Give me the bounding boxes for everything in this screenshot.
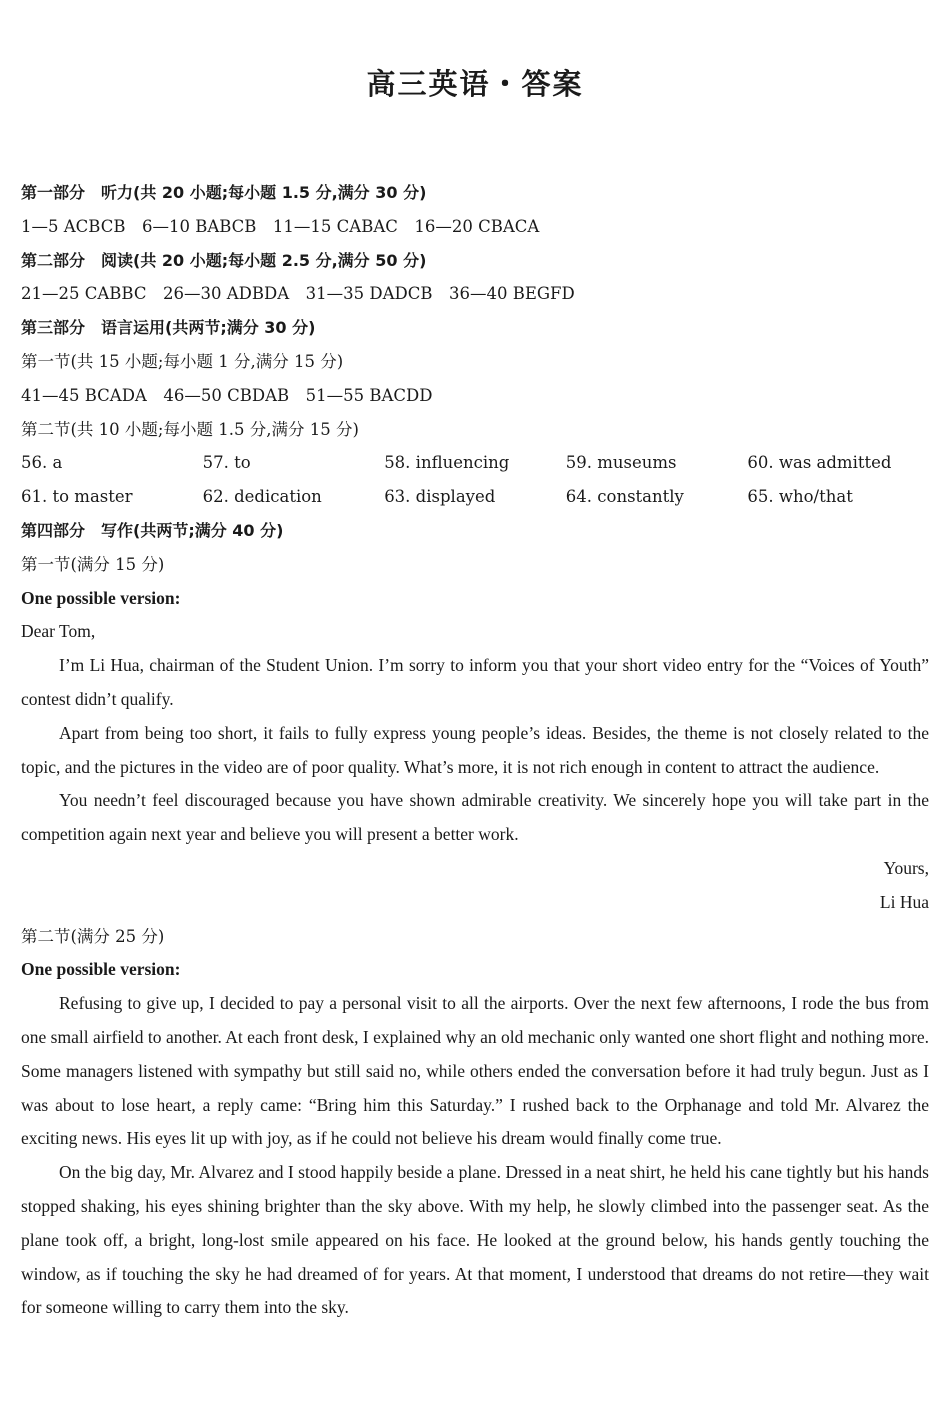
- version-label-2: One possible version:: [21, 959, 181, 980]
- part2-heading: 第二部分 阅读(共 20 小题;每小题 2.5 分,满分 50 分): [21, 250, 427, 270]
- story-paragraph: On the big day, Mr. Alvarez and I stood happily beside a plane. Dressed in a neat shirt, he held his cane tightly but his hands stopped shaking, his eyes shining brighter than the sky above. With my help, he slowly climbed into the passenger seat. As the plane took off, a bright, long-lost smile appeared on his face. He looked at the ground below, his hands gently touching the window, as if touching the sky he had dreamed of for years. At that moment, I understood that dreams do not retire—they wait for someone willing to carry them into the sky.: [21, 1162, 929, 1318]
- letter-paragraph: I’m Li Hua, chairman of the Student Union. I’m sorry to inform you that your short video entry for the “Voices of Youth” contest didn’t qualify.: [21, 655, 929, 709]
- cloze-answer: 62. dedication: [202, 487, 322, 507]
- letter-signature: Li Hua: [879, 891, 929, 912]
- cloze-answer: 58. influencing: [384, 453, 510, 473]
- part4-section1-heading: 第一节(满分 15 分): [21, 554, 165, 574]
- cloze-answer: 63. displayed: [384, 487, 496, 507]
- cloze-answers-row: [21, 480, 929, 514]
- part4-heading: 第四部分 写作(共两节;满分 40 分): [21, 520, 284, 540]
- story-paragraph: Refusing to give up, I decided to pay a personal visit to all the airports. Over the next few afternoons, I rode the bus from one small airfield to another. At each front desk, I explained why an old mechanic only wanted one short flight and nothing more. Some managers listened with sympathy but still said no, while others ended the conversation before it had truly begun. Just as I was about to lose heart, a reply came: “Bring him this Saturday.” I rushed back to the Orphanage and told Mr. Alvarez the exciting news. His eyes lit up with joy, as if he could not believe his dream would finally come true.: [21, 993, 929, 1149]
- part1-answers: 1—5 ACBCB 6—10 BABCB 11—15 CABAC 16—20 CBACA: [21, 216, 540, 236]
- cloze-answer: 64. constantly: [565, 487, 684, 507]
- cloze-answers-row: [21, 446, 929, 480]
- version-label: One possible version:: [21, 587, 181, 608]
- cloze-answer: 65. who/that: [747, 487, 853, 507]
- page-bottom-cut: [21, 1346, 929, 1407]
- part3-section1-answers: 41—45 BCADA 46—50 CBDAB 51—55 BACDD: [21, 385, 433, 405]
- cloze-answer: 57. to: [202, 453, 251, 473]
- part4-section2-heading: 第二节(满分 25 分): [21, 926, 165, 946]
- page-title: 高三英语・答案: [366, 67, 584, 101]
- cloze-answer: 56. a: [21, 453, 63, 473]
- cloze-answer: 60. was admitted: [747, 453, 892, 473]
- letter-salutation: Dear Tom,: [21, 621, 96, 642]
- part3-heading: 第三部分 语言运用(共两节;满分 30 分): [21, 318, 316, 338]
- letter-paragraph: You needn’t feel discouraged because you have shown admirable creativity. We sincerely hope you will take part in the competition again next year and believe you will present a better work.: [21, 790, 929, 845]
- part3-section2-heading: 第二节(共 10 小题;每小题 1.5 分,满分 15 分): [21, 419, 359, 439]
- part2-answers: 21—25 CABBC 26—30 ADBDA 31—35 DADCB 36—40 BEGFD: [21, 284, 575, 304]
- part3-section1-heading: 第一节(共 15 小题;每小题 1 分,满分 15 分): [21, 351, 344, 371]
- letter-closing: Yours,: [883, 857, 929, 878]
- part1-heading: 第一部分 听力(共 20 小题;每小题 1.5 分,满分 30 分): [21, 183, 427, 202]
- cloze-answer: 61. to master: [21, 487, 133, 507]
- letter-paragraph: Apart from being too short, it fails to fully express young people’s ideas. Besides, the theme is not closely related to the topic, and the pictures in the video are of poor quality. What’s more, it is not rich enough in content to attract the audience.: [21, 722, 929, 777]
- answer-body: [21, 176, 929, 1325]
- cloze-answer: 59. museums: [565, 453, 677, 473]
